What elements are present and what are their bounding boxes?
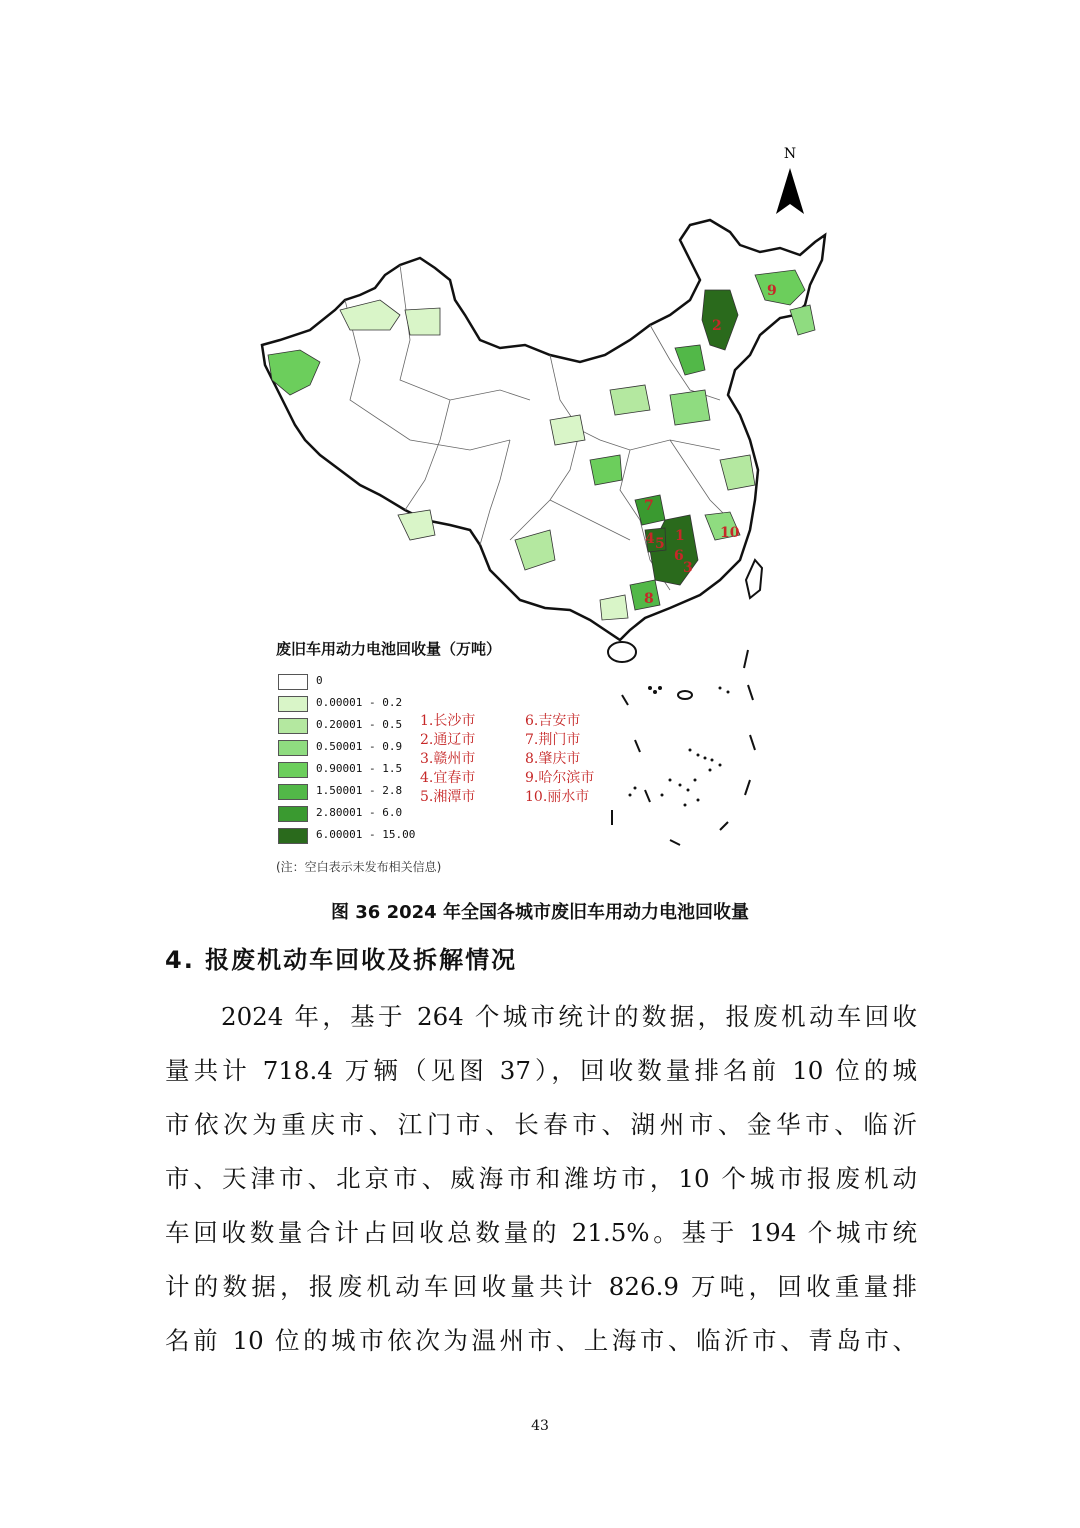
map-label-2: 2 xyxy=(712,318,722,334)
section-heading: 4. 报废机动车回收及拆解情况 xyxy=(165,946,518,974)
ranked-city: 9.哈尔滨市 xyxy=(525,770,595,786)
taiwan-island xyxy=(746,560,762,598)
map-label-8: 8 xyxy=(644,591,654,607)
legend-swatch xyxy=(278,784,308,800)
legend-item xyxy=(278,806,478,822)
legend-label: 1.50001 - 2.8 xyxy=(316,784,403,797)
north-label: N xyxy=(783,146,797,162)
island-dots xyxy=(629,686,730,807)
body-line: 计的数据，报废机动车回收量共计 826.9 万吨，回收重量排 xyxy=(165,1272,917,1301)
hainan-island xyxy=(608,642,636,662)
body-line: 市、天津市、北京市、威海市和潍坊市，10 个城市报废机动 xyxy=(165,1164,917,1193)
ranked-city: 6.吉安市 xyxy=(525,713,581,729)
map-label-1: 1 xyxy=(675,528,685,544)
south-sea-islands xyxy=(612,650,755,845)
legend-label: 0.50001 - 0.9 xyxy=(316,740,403,753)
ranked-city: 1.长沙市 xyxy=(420,713,476,729)
legend-label: 0.90001 - 1.5 xyxy=(316,762,403,775)
legend-item xyxy=(278,696,478,712)
page-number: 43 xyxy=(531,1418,549,1434)
body-line: 市依次为重庆市、江门市、长春市、湖州市、金华市、临沂 xyxy=(165,1110,917,1139)
legend-swatch xyxy=(278,740,308,756)
china-outline xyxy=(262,220,825,640)
legend-swatch xyxy=(278,696,308,712)
map-note: (注：空白表示未发布相关信息) xyxy=(276,860,442,874)
body-paragraph xyxy=(165,990,917,1368)
legend-label: 0.20001 - 0.5 xyxy=(316,718,403,731)
map-label-7: 7 xyxy=(644,498,654,514)
ranked-city: 3.赣州市 xyxy=(420,751,476,767)
figure-caption: 图 36 2024 年全国各城市废旧车用动力电池回收量 xyxy=(331,902,749,923)
north-arrow-icon xyxy=(776,168,804,214)
legend-label: 2.80001 - 6.0 xyxy=(316,806,403,819)
body-line: 量共计 718.4 万辆（见图 37），回收数量排名前 10 位的城 xyxy=(165,1056,917,1085)
map-label-5: 5 xyxy=(655,536,665,552)
ranked-city: 10.丽水市 xyxy=(525,789,590,805)
map-label-3: 3 xyxy=(683,560,693,576)
body-line: 2024 年，基于 264 个城市统计的数据，报废机动车回收 xyxy=(221,1002,917,1031)
legend-swatch xyxy=(278,718,308,734)
ranked-city: 2.通辽市 xyxy=(420,732,476,748)
body-line: 车回收数量合计占回收总数量的 21.5%。基于 194 个城市统 xyxy=(165,1218,917,1247)
ranked-cities-column-2 xyxy=(525,712,594,807)
legend-swatch xyxy=(278,762,308,778)
legend-item xyxy=(278,674,478,690)
legend-item xyxy=(278,828,478,844)
legend-swatch xyxy=(278,828,308,844)
ranked-cities-column-1 xyxy=(420,712,475,807)
legend-label: 0 xyxy=(316,674,323,687)
map-label-6: 6 xyxy=(674,548,684,564)
ranked-city: 4.宜春市 xyxy=(420,770,476,786)
ranked-city: 5.湘潭市 xyxy=(420,789,476,805)
map-label-9: 9 xyxy=(767,283,777,299)
legend-label: 6.00001 - 15.00 xyxy=(316,828,416,841)
map-label-4: 4 xyxy=(645,531,655,547)
legend-label: 0.00001 - 0.2 xyxy=(316,696,403,709)
map-label-10: 10 xyxy=(720,525,740,541)
legend-swatch xyxy=(278,806,308,822)
ranked-city: 8.肇庆市 xyxy=(525,751,581,767)
ranked-city: 7.荆门市 xyxy=(525,732,581,748)
body-line: 名前 10 位的城市依次为温州市、上海市、临沂市、青岛市、 xyxy=(165,1326,917,1355)
legend-title: 废旧车用动力电池回收量（万吨） xyxy=(276,640,502,658)
legend-swatch xyxy=(278,674,308,690)
